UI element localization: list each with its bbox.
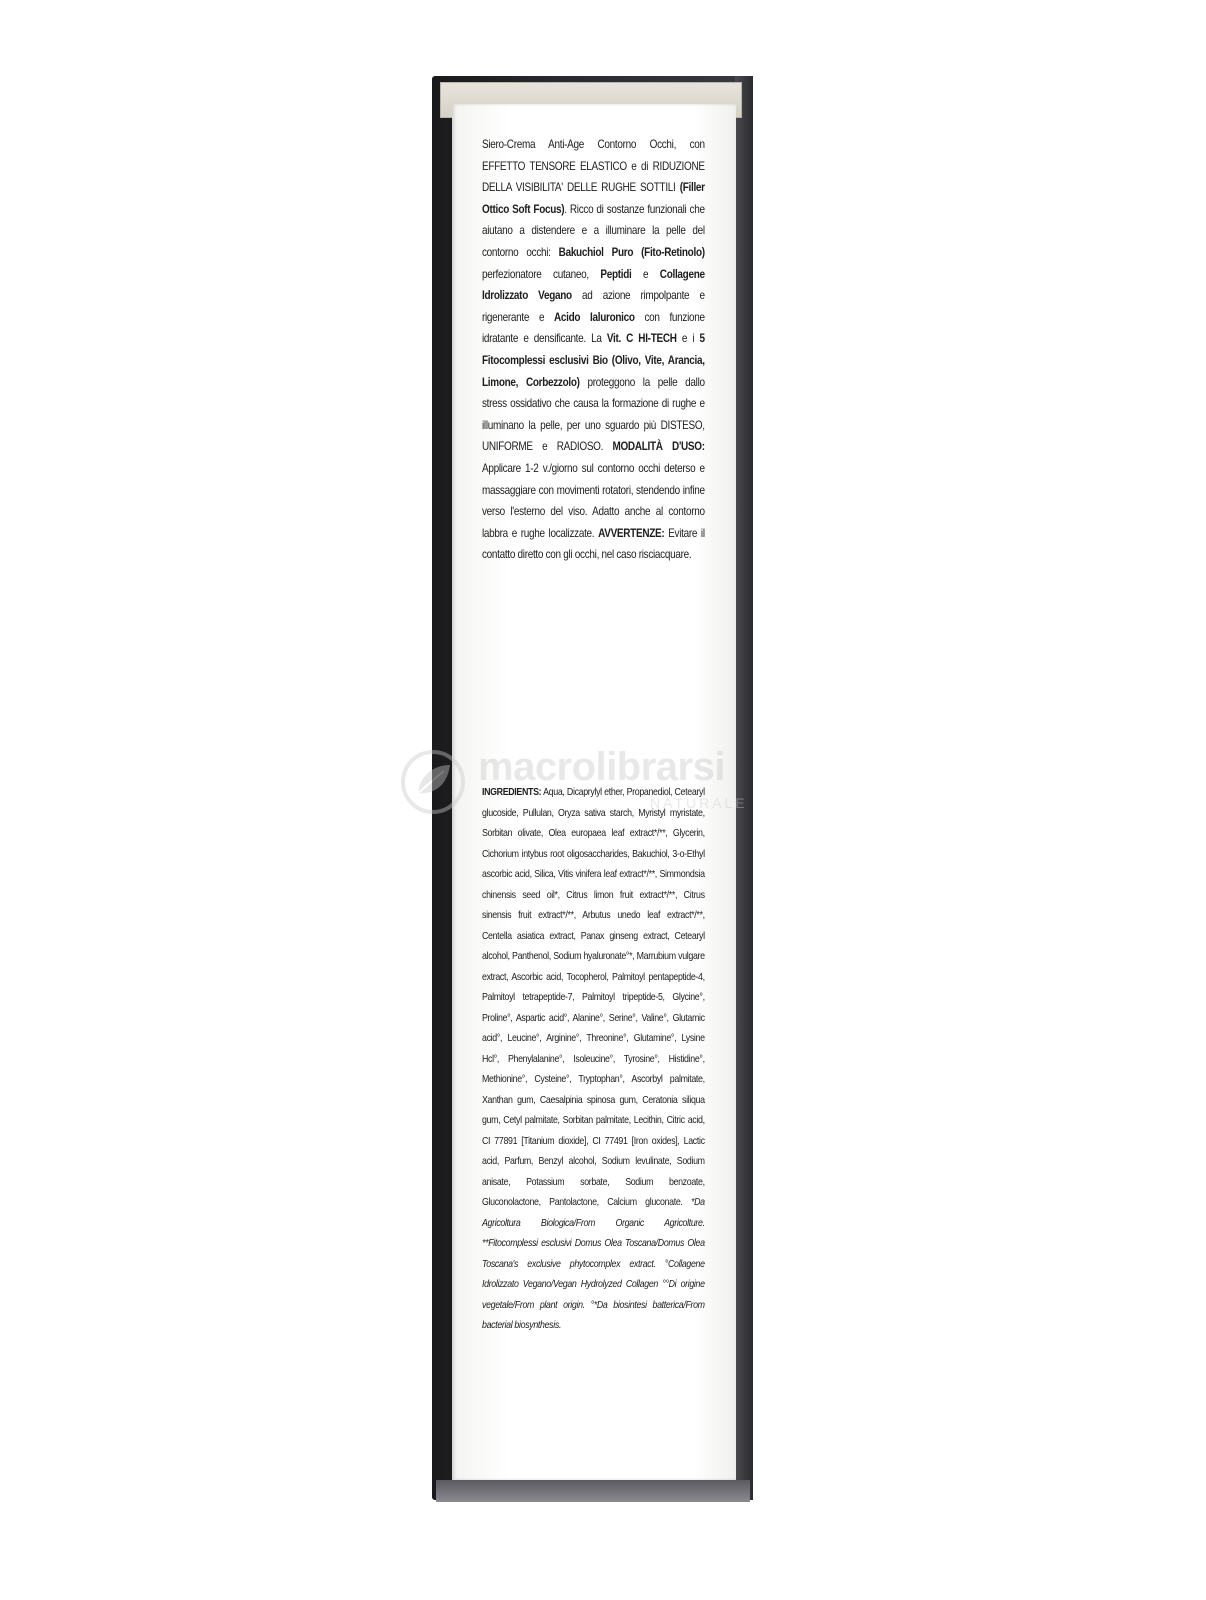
description-text: con funzione idratante e densificante. La — [482, 310, 705, 346]
description-text: ad azione rimpolpante e rigenerante e — [482, 289, 705, 324]
ingredients-notes: *Da Agricoltura Biologica/From Organic Agricolture. **Fitocomplessi esclusivi Domus Olea Toscana/Domus Olea Toscana's exclusive phytocomplex extract. °Collagene Idrolizzato Vegano/Vegan Hydrolyzed Collagen °°Di origine vegetale/From plant origin. °*Da biosintesi batterica/From bacterial biosynthesis. — [482, 1197, 705, 1331]
description-bold-text: Collagene Idrolizzato Vegano — [482, 267, 705, 303]
description-text: Applicare 1-2 v./giorno sul contorno occhi deterso e massaggiare con movimenti rotatori, stendendo infine verso l'esterno del viso. Adatto anche al contorno labbra e rughe localizzate. — [482, 461, 705, 540]
description-bold-text: Vit. C HI-TECH — [606, 332, 677, 346]
description-text: . Ricco di sostanze funzionali che aiutano a distendere e a illuminare la pelle del contorno occhi: — [482, 202, 705, 259]
description-text: proteggono la pelle dallo stress ossidativo che causa la formazione di rughe e illuminano la pelle, per uno sguardo più DISTESO, UNIFORME e RADIOSO. — [482, 375, 705, 454]
ingredients-list: Aqua, Dicaprylyl ether, Propanediol, Cetearyl glucoside, Pullulan, Oryza sativa starch, Myristyl myristate, Sorbitan olivate, Olea europaea leaf extract*/**, Glycerin, Cichorium intybus root oligosaccharides, Bakuchiol, 3-o-Ethyl ascorbic acid, Silica, Vitis vinifera leaf extract*/**, Simmondsia chinensis seed oil*, Citrus limon fruit extract*/**, Citrus sinensis fruit extract*/**, Arbutus unedo leaf extract*/**, Centella asiatica extract, Panax ginseng extract, Cetearyl alcohol, Panthenol, Sodium hyaluronate°*, Marrubium vulgare extract, Ascorbic acid, Tocopherol, Palmitoyl pentapeptide-4, Palmitoyl tetrapeptide-7, Palmitoyl tripeptide-5, Glycine°, Proline°, Aspartic acid°, Alanine°, Serine°, Valine°, Glutamic acid°, Leucine°, Arginine°, Threonine°, Glutamine°, Lysine Hcl°, Phenylalanine°, Isoleucine°, Tyrosine°, Histidine°, Methionine°, Cysteine°, Tryptophan°, Ascorbyl palmitate, Xanthan gum, Caesalpinia spinosa gum, Ceratonia siliqua gum, Cetyl palmitate, Sorbitan palmitate, Lecithin, Citric acid, CI 77891 [Titanium dioxide], CI 77491 [Iron oxides], Lactic acid, Parfum, Benzyl alcohol, Sodium levulinate, Sodium anisate, Potassium sorbate, Sodium benzoate, Gluconolactone, Pantolactone, Calcium gluconate. — [482, 787, 705, 1208]
description-text: Siero-Crema Anti-Age Contorno Occhi, con EFFETTO TENSORE ELASTICO e di RIDUZIONE DELLA VISIBILITA' DELLE RUGHE SOTTILI — [482, 138, 705, 195]
description-bold-text: MODALITÀ D'USO: — [612, 440, 705, 454]
description-text: perfezionatore cutaneo, — [482, 267, 601, 281]
description-bold-text: Acido Ialuronico — [554, 310, 635, 324]
ingredients-paragraph — [482, 783, 705, 1337]
description-text: Evitare il contatto diretto con gli occhi, nel caso risciacquare. — [482, 526, 705, 562]
description-text: e i — [676, 332, 700, 346]
ingredients-section — [482, 783, 705, 1337]
description-bold-text: 5 Fitocomplessi esclusivi Bio (Olivo, Vite, Arancia, Limone, Corbezzolo) — [482, 332, 705, 389]
box-bottom-edge — [436, 1480, 750, 1502]
box-side-edge — [735, 76, 753, 1500]
product-description — [482, 134, 705, 566]
watermark-tagline: NATURALE — [650, 795, 748, 811]
ingredients-heading: INGREDIENTS: — [482, 787, 542, 798]
watermark-brand: macrolibrarsi — [478, 745, 725, 789]
description-bold-text: (Filler Ottico Soft Focus) — [482, 181, 705, 216]
description-text: e — [631, 267, 660, 281]
description-paragraph — [482, 134, 705, 566]
description-bold-text: Bakuchiol Puro (Fito-Retinolo) — [558, 245, 705, 259]
description-bold-text: AVVERTENZE: — [598, 526, 665, 540]
description-bold-text: Peptidi — [600, 267, 632, 281]
